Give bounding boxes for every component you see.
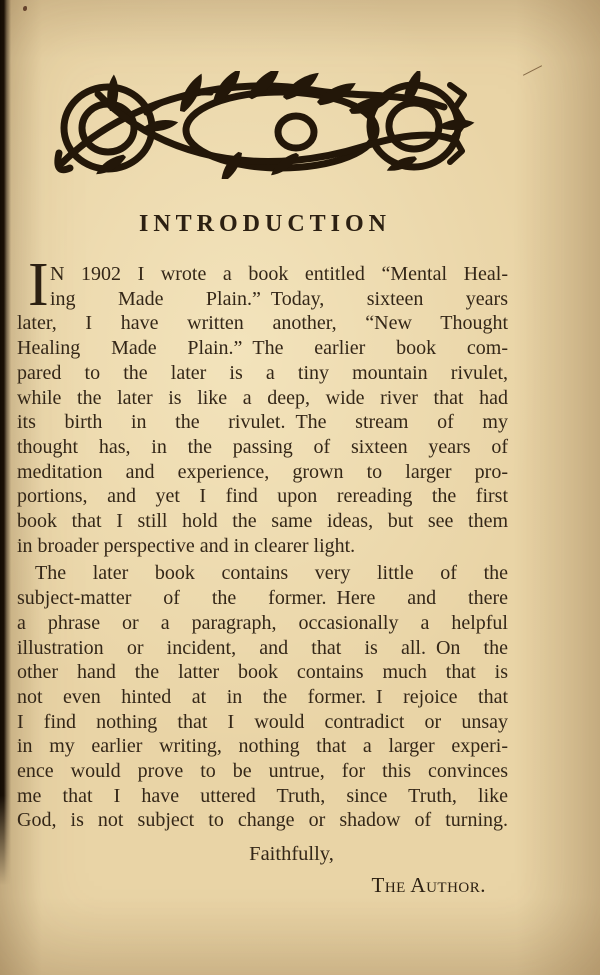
text-line: me that I have uttered Truth, since Truth, like bbox=[17, 784, 508, 807]
dropcap-initial: I bbox=[28, 251, 49, 319]
text-line: book that I still hold the same ideas, but see them bbox=[17, 510, 508, 533]
paragraph-2 bbox=[17, 561, 508, 833]
text-line: ence would prove to be untrue, for this convinces bbox=[17, 760, 508, 783]
text-line: subject-matter of the former. Here and there bbox=[17, 587, 508, 610]
paragraph-1 bbox=[17, 251, 508, 558]
text-line: portions, and yet I find upon rereading the first bbox=[17, 485, 508, 508]
text-line: other hand the latter book contains much that is bbox=[17, 661, 508, 684]
signature: The Author. bbox=[371, 872, 486, 897]
text-line: pared to the later is a tiny mountain rivulet, bbox=[17, 361, 508, 384]
paragraph-1-lines bbox=[17, 251, 508, 558]
text-line: its birth in the rivulet. The stream of my bbox=[17, 411, 508, 434]
chapter-heading: INTRODUCTION bbox=[138, 211, 392, 237]
page-gutter-shadow bbox=[0, 0, 11, 894]
text-block bbox=[17, 251, 508, 898]
text-line: N 1902 I wrote a book entitled “Mental Heal- bbox=[50, 263, 508, 285]
valediction: Faithfully, bbox=[249, 843, 334, 866]
text-line: ing Made Plain.” Today, sixteen years bbox=[50, 287, 508, 310]
text-line: illustration or incident, and that is all. On the bbox=[17, 636, 508, 659]
text-line: meditation and experience, grown to larger pro- bbox=[17, 460, 508, 483]
text-line: while the later is like a deep, wide river that had bbox=[17, 386, 508, 409]
text-line: The later book contains very little of the bbox=[35, 562, 508, 585]
paper-scratch bbox=[523, 65, 542, 75]
text-line: in my earlier writing, nothing that a larger experi- bbox=[17, 735, 508, 758]
paper-speck bbox=[23, 6, 27, 11]
text-line: I find nothing that I would contradict or unsay bbox=[17, 710, 508, 733]
vine-leaf-headpiece-ornament bbox=[46, 71, 476, 179]
text-line: thought has, in the passing of sixteen years of bbox=[17, 435, 508, 458]
text-line: Healing Made Plain.” The earlier book com- bbox=[17, 337, 508, 360]
text-line: God, is not subject to change or shadow of turning. bbox=[17, 809, 508, 832]
paragraph-2-lines bbox=[17, 561, 508, 833]
text-line: not even hinted at in the former. I rejoice that bbox=[17, 685, 508, 708]
text-line: later, I have written another, “New Thought bbox=[17, 312, 508, 335]
text-line: in broader perspective and in clearer light. bbox=[17, 534, 356, 557]
text-line: a phrase or a paragraph, occasionally a helpful bbox=[17, 611, 508, 634]
